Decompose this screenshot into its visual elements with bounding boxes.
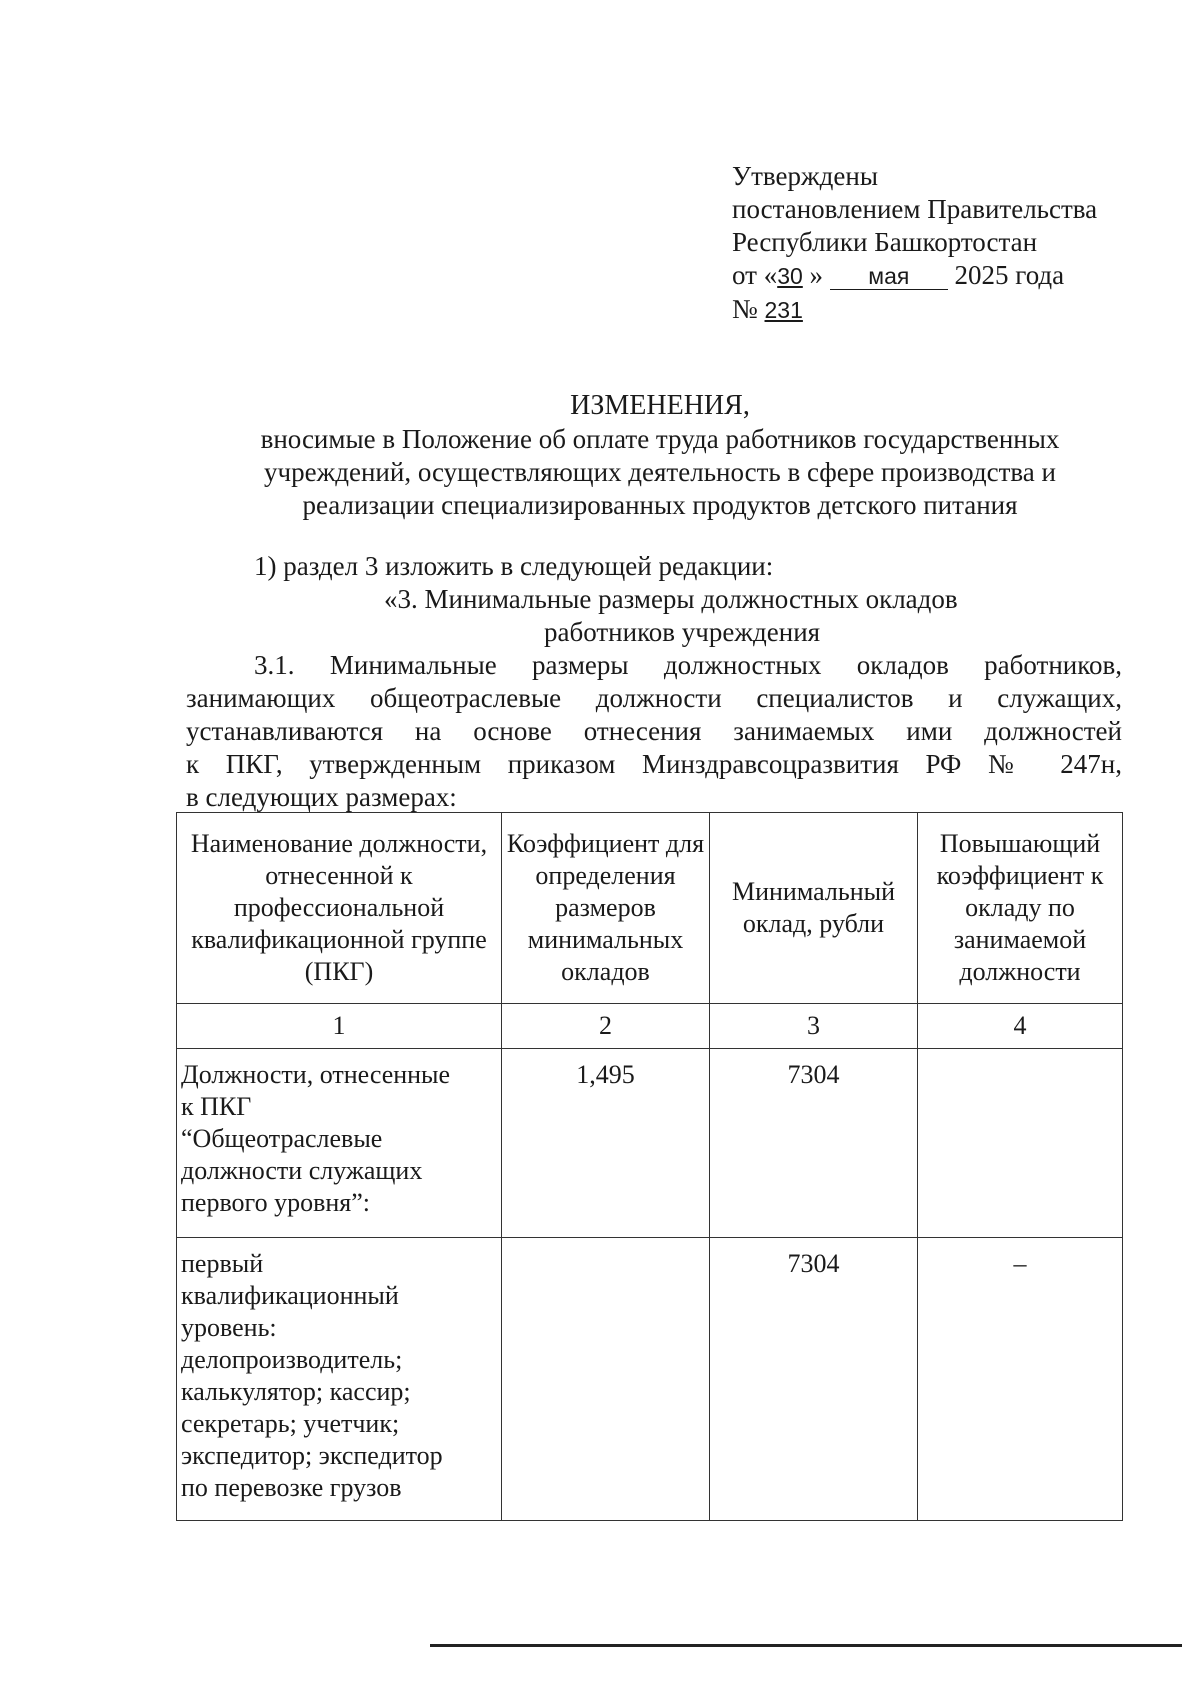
date-day: 30 [777,263,803,289]
paragraph-line: устанавливаются на основе отнесения занимаемых ими должностей [186,716,1122,746]
header-raise-coefficient: Повышающий коэффициент к окладу по занимаемой должности [918,813,1123,1004]
paragraph-line: в следующих размерах: [186,782,457,812]
document-title: ИЗМЕНЕНИЯ, [570,390,750,421]
raise-coefficient-cell: – [918,1238,1123,1521]
date-month-field [830,262,948,290]
position-name-cell [177,1049,502,1238]
salary-cell: 7304 [710,1049,918,1238]
date-mid: » [809,260,824,290]
paragraph-line: к ПКГ, утвержденным приказом Минздравсоцразвития РФ № 247н, [186,749,1122,779]
paragraph-3-1 [186,649,1122,814]
paragraph-line: занимающих общеотраслевые должности специалистов и служащих, [186,683,1122,713]
column-number: 4 [918,1004,1123,1049]
position-name-cell [177,1238,502,1521]
column-number: 1 [177,1004,502,1049]
coefficient-cell: 1,495 [502,1049,710,1238]
header-position-name: Наименование должности, отнесенной к профессиональной квалификационной группе (ПКГ) [177,813,502,1004]
column-number: 2 [502,1004,710,1049]
date-year: 2025 года [954,260,1065,290]
document-number: 231 [764,297,803,323]
approval-line-2: постановлением Правительства [732,194,1098,224]
salary-cell: 7304 [710,1238,918,1521]
document-subtitle: вносимые в Положение об оплате труда работников государственных учреждений, осуществляющих деятельность в сфере производства и реализации специализированных продуктов детского питания [260,424,1060,520]
position-name: первый квалификационный уровень: делопроизводитель; калькулятор; кассир; секретарь; учетчик; экспедитор; экспедитор по перевозке грузов [181,1249,443,1502]
approval-number-line [732,293,1097,327]
raise-coefficient-cell [918,1049,1123,1238]
header-min-salary: Минимальный оклад, рубли [710,813,918,1004]
date-prefix: от « [732,260,778,290]
section-title-line-1: «3. Минимальные размеры должностных окладов [384,584,958,614]
approval-line-3: Республики Башкортостан [732,227,1038,257]
approval-line-1: Утверждены [732,161,878,191]
table-header-row [177,813,1123,1004]
table-row [177,1049,1123,1238]
position-name: Должности, отнесенные к ПКГ “Общеотраслевые должности служащих первого уровня”: [181,1060,451,1217]
paragraph-line: 3.1. Минимальные размеры должностных окладов работников, [254,650,1122,680]
number-prefix: № [732,294,758,324]
table-column-numbers [177,1004,1123,1049]
coefficient-cell [502,1238,710,1521]
date-month: мая [868,263,910,289]
header-coefficient: Коэффициент для определения размеров минимальных окладов [502,813,710,1004]
table-row [177,1238,1123,1521]
column-number: 3 [710,1004,918,1049]
section-title-line-2: работников учреждения [544,617,821,647]
item-1: 1) раздел 3 изложить в следующей редакции: [254,551,774,581]
approval-date-line [732,259,1097,293]
approval-block [732,160,1097,327]
footer-rule [430,1644,1182,1647]
salary-table [176,812,1123,1521]
